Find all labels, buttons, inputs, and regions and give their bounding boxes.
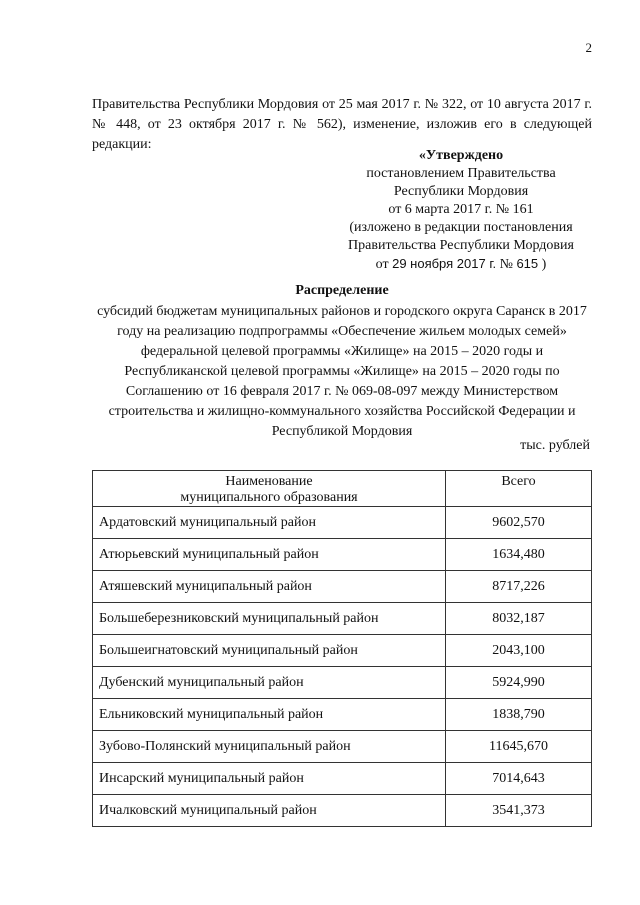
table-row [93,571,592,603]
approval-line: Республики Мордовия [393,184,529,199]
approval-last-prefix: от [375,257,389,272]
subsidy-total: 11645,670 [446,731,592,763]
municipality-name: Зубово-Полянский муниципальный район [93,731,446,763]
subsidy-total: 8032,187 [446,603,592,635]
approval-date-handwritten: 29 ноября 2017 г. [392,256,497,271]
table-row [93,795,592,827]
subsidy-total: 9602,570 [446,507,592,539]
table-row [93,763,592,795]
table-row [93,667,592,699]
approval-stamp [330,147,592,274]
document-subtitle: субсидий бюджетам муниципальных районов и городского округа Саранск в 2017 году на реализацию подпрограммы «Обеспечение жильем молодых семей» федеральной целевой программы «Жилище» на 2015 – 2020 годы и Республиканской целевой программы «Жилище» на 2015 – 2020 годы по Соглашению от 16 февраля 2017 г. № 069-08-097 между Министерством строительства и жилищно-коммунального хозяйства Российской Федерации и Республикой Мордовия [97,304,587,439]
approval-closing-paren: ) [541,257,547,272]
approval-number-handwritten: 615 [516,256,539,271]
table-row [93,699,592,731]
municipality-name: Ичалковский муниципальный район [93,795,446,827]
municipality-name: Инсарский муниципальный район [93,763,446,795]
subsidy-total: 2043,100 [446,635,592,667]
table-row [93,507,592,539]
table-header-row [93,471,592,507]
header-total: Всего [446,471,592,507]
header-name-line: муниципального образования [180,490,358,505]
approval-line: постановлением Правительства [366,166,556,181]
subsidy-total: 3541,373 [446,795,592,827]
header-name-line: Наименование [225,474,313,489]
units-label: тыс. рублей [520,438,590,453]
municipality-name: Ельниковский муниципальный район [93,699,446,731]
table-row [93,731,592,763]
subsidy-table [92,470,592,827]
municipality-name: Большеигнатовский муниципальный район [93,635,446,667]
approval-line: (изложено в редакции постановления [349,220,573,235]
approval-line: от 6 марта 2017 г. № 161 [388,202,534,217]
table-row [93,603,592,635]
municipality-name: Большеберезниковский муниципальный район [93,603,446,635]
municipality-name: Ардатовский муниципальный район [93,507,446,539]
approval-heading: «Утверждено [418,148,504,163]
subsidy-total: 5924,990 [446,667,592,699]
subsidy-total: 1634,480 [446,539,592,571]
approval-line: Правительства Республики Мордовия [348,238,574,253]
municipality-name: Дубенский муниципальный район [93,667,446,699]
municipality-name: Атюрьевский муниципальный район [93,539,446,571]
document-title: Распределение [295,283,389,298]
intro-paragraph: Правительства Республики Мордовия от 25 мая 2017 г. № 322, от 10 августа 2017 г. № 448, от 23 октября 2017 г. № 562), изменение, изложив его в следующей редакции: [92,97,592,152]
subsidy-total: 1838,790 [446,699,592,731]
subsidy-total: 8717,226 [446,571,592,603]
page-number: 2 [585,40,592,55]
approval-number-sign: № [499,257,513,272]
header-name [93,471,446,507]
approval-last-line [330,255,592,274]
table-row [93,539,592,571]
municipality-name: Атяшевский муниципальный район [93,571,446,603]
subsidy-total: 7014,643 [446,763,592,795]
table-row [93,635,592,667]
